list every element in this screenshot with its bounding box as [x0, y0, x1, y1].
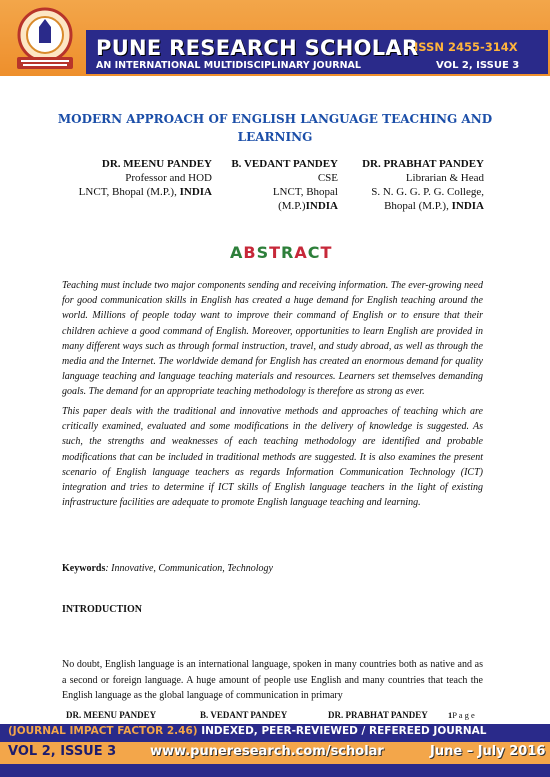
volume-issue-label: VOL 2, ISSUE 3	[436, 60, 520, 71]
author-country: INDIA	[179, 186, 212, 198]
author-role: CSE	[317, 172, 338, 184]
keywords-label: Keywords	[62, 563, 106, 574]
author-block-3	[342, 157, 484, 213]
abstract-paragraph-2: This paper deals with the traditional and innovative methods and approaches of teaching which are critically examined, evaluated and some modifications in the delivery of knowledge is suggested. As such, the strengths and weaknesses of each teaching methodology are identified and probable modifications that can be included in traditional methods are suggested. It is also examines the present scenario of English language teachers as regards Information Communication Technology (ICT) integration and tries to determine if ICT skills of English language teachers in the light of existing infrastructure facilities are adequate to promote English language teaching and learning.	[62, 406, 483, 509]
author-name: DR. MEENU PANDEY	[101, 158, 212, 170]
page-word: P a g e	[452, 710, 475, 720]
impact-factor: (JOURNAL IMPACT FACTOR 2.46)	[8, 725, 198, 737]
introduction-paragraph: No doubt, English language is an international language, spoken in many countries both as native and as a second or foreign language. A huge amount of people use English and many countries that teach the English language as the global language of communication in primary	[62, 659, 483, 701]
journal-seal-icon	[4, 4, 86, 74]
author-name: B. VEDANT PANDEY	[231, 158, 338, 170]
footer-author-1: DR. MEENU PANDEY	[66, 710, 157, 720]
abstract-paragraph-1: Teaching must include two major components sending and receiving information. The ever-growing need for good communication skills in English has created a huge demand for English teaching around the world. Millions of people today want to improve their command of English or to ensure that their children achieve a good command of English. Moreover, opportunities to learn English are provided in many different ways such as through formal instruction, travel, and study abroad, as well as through the media and the Internet. The worldwide demand for English has created an enormous demand for quality language teaching and language teaching materials and resources. Learners set themselves demanding goals. The demand for an appropriate teaching methodology is therefore as strong as ever.	[62, 280, 483, 398]
author-role: Professor and HOD	[125, 172, 212, 184]
author-country: INDIA	[451, 200, 484, 212]
journal-subtitle: AN INTERNATIONAL MULTIDISCIPLINARY JOURNAL	[96, 60, 361, 71]
keywords-text: : Innovative, Communication, Technology	[105, 563, 273, 574]
footer-author-3: DR. PRABHAT PANDEY	[328, 710, 428, 720]
abstract-heading-letter: C	[307, 243, 321, 262]
keywords-line	[62, 563, 273, 574]
introduction-heading: INTRODUCTION	[62, 604, 143, 615]
author-role: Librarian & Head	[405, 172, 484, 184]
author-block-1	[62, 157, 212, 199]
abstract-heading-letter: R	[281, 243, 295, 262]
footer-author-2: B. VEDANT PANDEY	[200, 710, 288, 720]
author-block-2	[220, 157, 338, 213]
abstract-heading-letter: T	[320, 243, 333, 262]
page-number	[448, 710, 475, 720]
author-city: Bhopal (M.P.),	[384, 200, 452, 212]
paper-title: MODERN APPROACH OF ENGLISH LANGUAGE TEACHING AND LEARNING	[57, 112, 493, 144]
abstract-heading-letter: A	[294, 243, 308, 262]
abstract-heading-letter: B	[243, 243, 257, 262]
footer-date: June – July 2016	[430, 744, 546, 759]
author-affiliation: LNCT, Bhopal	[272, 186, 338, 198]
journal-website-link[interactable]: www.puneresearch.com/scholar	[150, 744, 384, 759]
author-state: (M.P.)	[278, 200, 306, 212]
author-affiliation: LNCT, Bhopal (M.P.),	[78, 186, 180, 198]
journal-title: PUNE RESEARCH SCHOLAR	[96, 36, 419, 60]
author-name: DR. PRABHAT PANDEY	[362, 158, 484, 170]
author-country: INDIA	[305, 200, 338, 212]
abstract-heading-letter: A	[230, 243, 244, 262]
footer-indexing-line	[8, 725, 486, 737]
footer-volume-issue: VOL 2, ISSUE 3	[8, 744, 117, 759]
abstract-heading-letter: S	[256, 243, 270, 262]
indexing-text: INDEXED, PEER-REVIEWED / REFEREED JOURNAL	[197, 725, 487, 737]
issn-label: ISSN 2455-314X	[414, 40, 518, 54]
abstract-heading	[230, 243, 332, 262]
abstract-heading-letter: T	[269, 243, 282, 262]
page-number-value: 1	[448, 710, 453, 720]
author-affiliation: S. N. G. G. P. G. College,	[371, 186, 484, 198]
